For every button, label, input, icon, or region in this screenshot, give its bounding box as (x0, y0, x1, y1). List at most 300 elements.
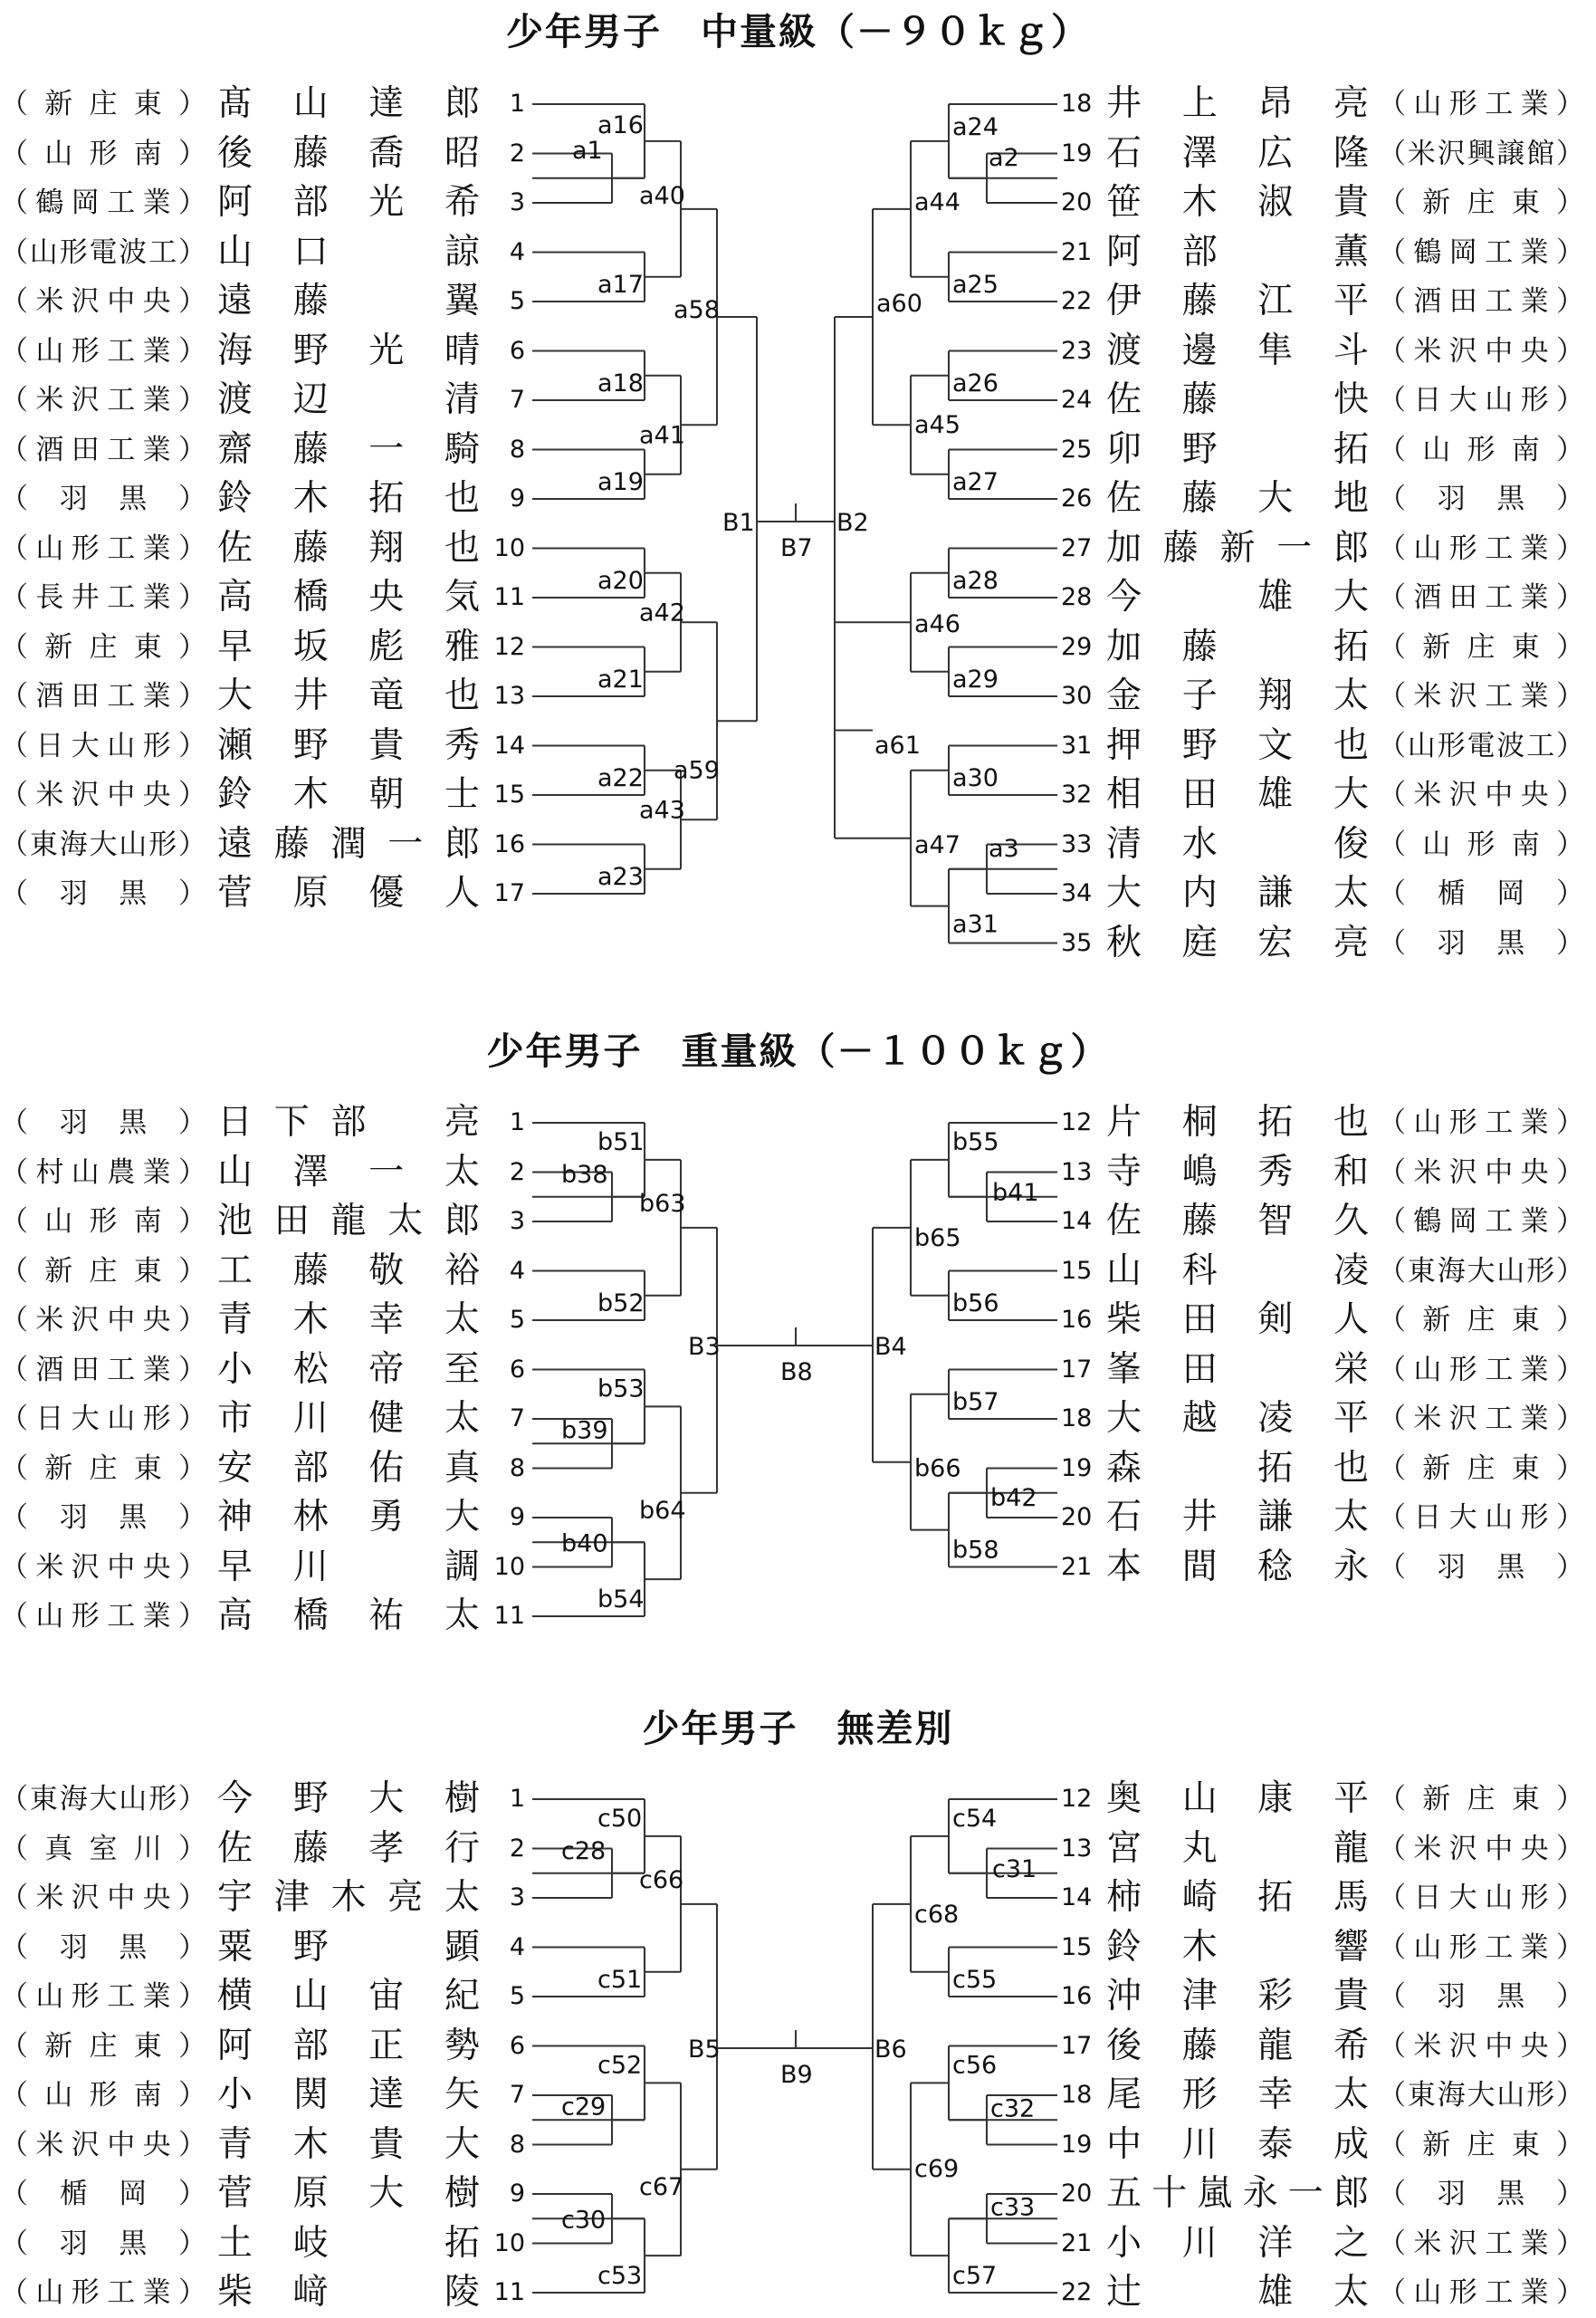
school-name-display: （ 楯 岡 ） (0, 2178, 206, 2210)
match-label: B7 (780, 534, 813, 562)
athlete-name-display: 柿 崎 拓 馬 (1106, 1877, 1370, 1918)
athlete-name-display: 押 野 文 也 (1106, 724, 1370, 766)
match-label: a42 (639, 599, 685, 627)
seed-number: 11 (493, 2278, 525, 2306)
athlete-name-display: 峯 田 栄 (1106, 1348, 1370, 1390)
athlete-name-display: 伊 藤 江 平 (1106, 281, 1370, 321)
seed-number: 18 (1061, 90, 1093, 118)
athlete-name-display: 横 山 宙 紀 (217, 1976, 481, 2016)
match-label: a17 (597, 271, 644, 299)
athlete-name-display: 加 藤 拓 (1106, 626, 1370, 667)
match-label: a22 (597, 764, 644, 792)
seed-number: 12 (493, 632, 525, 661)
school-name-display: （ 米 沢 中 央 ） (1378, 334, 1584, 368)
school-name-display: （ 村 山 農 業 ） (0, 1155, 206, 1189)
match-label: c52 (597, 2051, 643, 2080)
seed-number: 18 (1061, 1404, 1093, 1432)
match-label: a40 (639, 181, 685, 210)
athlete-name-display: 寺 嶋 秀 和 (1106, 1151, 1370, 1193)
athlete-name-display: 阿 部 正 勢 (217, 2025, 481, 2066)
match-label: a3 (989, 834, 1019, 863)
athlete-name-display: 渡 辺 清 (217, 379, 481, 420)
seed-number: 21 (1061, 237, 1093, 266)
match-label: b56 (952, 1289, 999, 1317)
school-name-display: （ 米 沢 工 業 ） (1378, 680, 1584, 713)
match-label: c33 (990, 2193, 1036, 2222)
match-label: a1 (572, 136, 603, 165)
match-label: c57 (952, 2262, 998, 2290)
match-label: a2 (989, 143, 1019, 172)
athlete-name-display: 宇 津 木 亮 太 (217, 1877, 481, 1918)
seed-number: 11 (493, 583, 525, 611)
seed-number: 5 (509, 1306, 525, 1334)
seed-number: 17 (493, 879, 525, 907)
school-name-display: （ 羽 黒 ） (0, 1930, 206, 1964)
school-name-display: （ 酒 田 工 業 ） (0, 1353, 206, 1386)
athlete-name-display: 佐 藤 大 地 (1106, 478, 1370, 519)
athlete-name-display: 鈴 木 拓 也 (217, 478, 481, 519)
athlete-name-display: 石 澤 広 隆 (1106, 132, 1370, 174)
school-name-display: （ 山 形 南 ） (1378, 433, 1584, 466)
seed-number: 9 (509, 484, 525, 512)
athlete-name-display: 粟 野 顕 (217, 1926, 481, 1968)
match-label: b52 (597, 1289, 645, 1317)
seed-number: 14 (1061, 1883, 1093, 1911)
seed-number: 7 (509, 1404, 525, 1432)
match-label: c32 (990, 2094, 1036, 2123)
athlete-name-display: 宮 丸 龍 (1106, 1827, 1370, 1869)
match-label: a25 (952, 271, 999, 299)
school-name-display: （ 日 大 山 形 ） (0, 1403, 206, 1435)
athlete-name-display: 安 部 佑 真 (217, 1447, 481, 1489)
school-name-display: （ 長 井 工 業 ） (0, 581, 206, 614)
match-label: a46 (914, 610, 960, 638)
seed-number: 9 (509, 1503, 525, 1531)
school-name-display: （ 日 大 山 形 ） (1378, 384, 1584, 417)
seed-number: 15 (1061, 1932, 1093, 1961)
seed-number: 19 (1061, 1453, 1093, 1482)
match-label: a24 (952, 113, 999, 141)
seed-number: 19 (1061, 139, 1093, 168)
match-label: c29 (561, 2093, 607, 2122)
match-label: a26 (952, 369, 999, 398)
athlete-name-display: 山 科 凌 (1106, 1250, 1370, 1291)
seed-number: 13 (1061, 1834, 1093, 1863)
athlete-name-display: 佐 藤 智 久 (1106, 1201, 1370, 1241)
seed-number: 16 (1061, 1306, 1093, 1334)
seed-number: 24 (1061, 386, 1093, 414)
school-name-display: （ 羽 黒 ） (0, 483, 206, 515)
match-label: c67 (639, 2172, 684, 2201)
match-label: b65 (914, 1223, 961, 1252)
match-label: c31 (992, 1854, 1037, 1883)
school-name-display: （ 米 沢 中 央 ） (0, 779, 206, 811)
match-label: b41 (992, 1178, 1039, 1207)
seed-number: 1 (509, 90, 525, 118)
athlete-name-display: 菅 原 優 人 (217, 873, 481, 914)
athlete-name-display: 青 木 幸 太 (217, 1299, 481, 1340)
section-title-openweight: 少年男子 無差別 (642, 1707, 954, 1750)
athlete-name-display: 笹 木 淑 貴 (1106, 182, 1370, 223)
school-name-display: （ 山 形 電 波 工 ） (1378, 729, 1584, 762)
match-label: b38 (561, 1160, 608, 1189)
match-label: a21 (597, 666, 644, 694)
seed-number: 14 (493, 731, 525, 760)
match-label: a16 (597, 111, 644, 139)
match-label: c54 (952, 1805, 998, 1833)
school-name-display: （ 山 形 工 業 ） (1378, 1106, 1584, 1139)
athlete-name-display: 清 水 俊 (1106, 823, 1370, 865)
school-name-display: （ 東 海 大 山 形 ） (0, 828, 206, 861)
athlete-name-display: 小 関 達 矢 (217, 2074, 481, 2115)
school-name-display: （ 米 沢 興 譲 館 ） (1378, 137, 1584, 170)
match-label: a27 (952, 468, 999, 496)
match-label: c51 (597, 1966, 643, 1994)
school-name-display: （ 酒 田 工 業 ） (1378, 285, 1584, 318)
match-label: a45 (914, 411, 960, 439)
match-label: a31 (952, 910, 999, 939)
school-name-display: （ 新 庄 東 ） (0, 1254, 206, 1288)
school-name-display: （ 日 大 山 形 ） (1378, 1501, 1584, 1534)
school-name-display: （ 新 庄 東 ） (0, 2029, 206, 2063)
athlete-name-display: 金 子 翔 太 (1106, 675, 1370, 716)
match-label: c28 (561, 1836, 607, 1865)
match-label: a47 (914, 831, 960, 859)
athlete-name-display: 青 木 貴 大 (217, 2123, 481, 2165)
athlete-name-display: 山 澤 一 太 (217, 1151, 481, 1193)
athlete-name-display: 辻 雄 太 (1106, 2272, 1370, 2313)
athlete-name-display: 本 間 稔 永 (1106, 1546, 1370, 1587)
athlete-name-display: 大 井 竜 也 (217, 675, 481, 716)
school-name-display: （ 米 沢 工 業 ） (0, 384, 206, 417)
school-name-display: （ 羽 黒 ） (1378, 2178, 1584, 2210)
school-name-display: （ 新 庄 東 ） (1378, 630, 1584, 664)
school-name-display: （ 米 沢 中 央 ） (0, 1304, 206, 1336)
school-name-display: （ 酒 田 工 業 ） (0, 433, 206, 466)
seed-number: 8 (509, 1453, 525, 1482)
athlete-name-display: 海 野 光 晴 (217, 330, 481, 371)
school-name-display: （ 羽 黒 ） (1378, 483, 1584, 515)
seed-number: 7 (509, 2081, 525, 2109)
match-label: a23 (597, 863, 644, 891)
school-name-display: （ 山 形 工 業 ） (0, 532, 206, 565)
school-name-display: （ 米 沢 中 央 ） (1378, 2029, 1584, 2063)
school-name-display: （ 山 形 電 波 工 ） (0, 235, 206, 269)
match-label: b53 (597, 1375, 645, 1403)
school-name-display: （ 米 沢 中 央 ） (1378, 1155, 1584, 1189)
athlete-name-display: 森 拓 也 (1106, 1447, 1370, 1489)
seed-number: 15 (1061, 1256, 1093, 1285)
athlete-name-display: 高 橋 祐 太 (217, 1595, 481, 1636)
athlete-name-display: 齋 藤 一 騎 (217, 428, 481, 470)
match-label: b64 (639, 1496, 686, 1525)
school-name-display: （ 鶴 岡 工 業 ） (1378, 235, 1584, 269)
seed-number: 4 (509, 237, 525, 266)
athlete-name-display: 尾 形 幸 太 (1106, 2074, 1370, 2115)
school-name-display: （ 日 大 山 形 ） (0, 729, 206, 762)
seed-number: 20 (1061, 2179, 1093, 2208)
section-title-heavyweight: 少年男子 重量級（－１００ｋｇ） (486, 1030, 1110, 1073)
match-label: a19 (597, 468, 644, 496)
school-name-display: （ 新 庄 東 ） (1378, 2128, 1584, 2161)
match-label: B4 (874, 1333, 907, 1361)
athlete-name-display: 後 藤 龍 希 (1106, 2025, 1370, 2066)
school-name-display: （ 酒 田 工 業 ） (0, 680, 206, 713)
athlete-name-display: 鈴 木 響 (1106, 1926, 1370, 1968)
seed-number: 28 (1061, 583, 1093, 611)
athlete-name-display: 早 坂 彪 雅 (217, 626, 481, 667)
school-name-display: （ 山 形 工 業 ） (1378, 532, 1584, 565)
school-name-display: （ 新 庄 東 ） (0, 1451, 206, 1485)
seed-number: 17 (1061, 1355, 1093, 1384)
athlete-name-display: 瀬 野 貴 秀 (217, 724, 481, 766)
athlete-name-display: 池 田 龍 太 郎 (217, 1201, 481, 1241)
seed-number: 33 (1061, 829, 1093, 858)
match-label: B5 (688, 2035, 721, 2064)
match-label: a30 (952, 764, 999, 792)
match-label: B9 (780, 2061, 813, 2089)
athlete-name-display: 高 橋 央 気 (217, 577, 481, 618)
athlete-name-display: 大 内 謙 太 (1106, 873, 1370, 914)
seed-number: 8 (509, 435, 525, 464)
seed-number: 3 (509, 1207, 525, 1235)
school-name-display: （ 山 形 工 業 ） (0, 1600, 206, 1633)
match-label: b66 (914, 1454, 961, 1483)
seed-number: 31 (1061, 731, 1093, 760)
seed-number: 35 (1061, 928, 1093, 957)
seed-number: 6 (509, 336, 525, 365)
athlete-name-display: 中 川 泰 成 (1106, 2123, 1370, 2165)
school-name-display: （ 羽 黒 ） (0, 1501, 206, 1534)
athlete-name-display: 菅 原 大 樹 (217, 2173, 481, 2214)
school-name-display: （ 新 庄 東 ） (1378, 1783, 1584, 1815)
seed-number: 12 (1061, 1108, 1093, 1136)
school-name-display: （ 米 沢 中 央 ） (0, 285, 206, 318)
seed-number: 6 (509, 1355, 525, 1384)
match-label: c56 (952, 2051, 998, 2080)
school-name-display: （ 米 沢 中 央 ） (0, 2128, 206, 2161)
school-name-display: （ 羽 黒 ） (0, 877, 206, 910)
athlete-name-display: 佐 藤 快 (1106, 379, 1370, 420)
seed-number: 4 (509, 1256, 525, 1285)
athlete-name-display: 髙 山 達 郎 (217, 83, 481, 124)
school-name-display: （ 山 形 南 ） (0, 1205, 206, 1238)
seed-number: 9 (509, 2179, 525, 2208)
seed-number: 10 (493, 2228, 525, 2257)
seed-number: 4 (509, 1932, 525, 1961)
athlete-name-display: 早 川 調 (217, 1546, 481, 1587)
seed-number: 2 (509, 1834, 525, 1863)
seed-number: 20 (1061, 1503, 1093, 1531)
match-label: c50 (597, 1805, 643, 1833)
seed-number: 26 (1061, 484, 1093, 512)
match-label: a41 (639, 421, 685, 450)
match-label: B6 (874, 2035, 907, 2064)
athlete-name-display: 秋 庭 宏 亮 (1106, 922, 1370, 963)
athlete-name-display: 奥 山 康 平 (1106, 1778, 1370, 1819)
athlete-name-display: 山 口 諒 (217, 231, 481, 273)
school-name-display: （ 山 形 工 業 ） (1378, 88, 1584, 120)
athlete-name-display: 日 下 部 亮 (217, 1102, 481, 1143)
athlete-name-display: 阿 部 光 希 (217, 182, 481, 223)
match-label: B2 (836, 509, 869, 537)
school-name-display: （ 羽 黒 ） (1378, 1980, 1584, 2013)
athlete-name-display: 阿 部 薫 (1106, 231, 1370, 273)
seed-number: 3 (509, 188, 525, 216)
seed-number: 22 (1061, 287, 1093, 315)
match-label: a20 (597, 567, 644, 595)
seed-number: 14 (1061, 1207, 1093, 1235)
seed-number: 16 (1061, 1982, 1093, 2010)
athlete-name-display: 井 上 昂 亮 (1106, 83, 1370, 124)
seed-number: 25 (1061, 435, 1093, 464)
school-name-display: （ 米 沢 中 央 ） (1378, 779, 1584, 811)
seed-number: 19 (1061, 2130, 1093, 2159)
seed-number: 2 (509, 1157, 525, 1186)
seed-number: 8 (509, 2130, 525, 2159)
match-label: a59 (674, 756, 720, 785)
seed-number: 16 (493, 829, 525, 858)
school-name-display: （ 新 庄 東 ） (1378, 1304, 1584, 1336)
match-label: B1 (722, 509, 755, 537)
seed-number: 22 (1061, 2278, 1093, 2306)
athlete-name-display: 後 藤 喬 昭 (217, 132, 481, 174)
athlete-name-display: 柴 田 剣 人 (1106, 1299, 1370, 1340)
school-name-display: （ 山 形 南 ） (0, 137, 206, 170)
school-name-display: （ 米 沢 工 業 ） (1378, 2227, 1584, 2260)
match-label: b55 (952, 1128, 999, 1156)
match-label: B8 (780, 1358, 813, 1386)
school-name-display: （ 山 形 工 業 ） (0, 1980, 206, 2013)
athlete-name-display: 石 井 謙 太 (1106, 1497, 1370, 1537)
match-label: a60 (876, 290, 922, 318)
athlete-name-display: 遠 藤 翼 (217, 281, 481, 321)
section-title-middleweight: 少年男子 中量級（－９０ｋｇ） (506, 10, 1090, 53)
seed-number: 15 (493, 781, 525, 809)
school-name-display: （ 新 庄 東 ） (1378, 187, 1584, 219)
school-name-display: （ 真 室 川 ） (0, 1832, 206, 1865)
match-label: c30 (561, 2206, 607, 2235)
match-label: b40 (561, 1529, 608, 1558)
athlete-name-display: 佐 藤 翔 也 (217, 527, 481, 569)
school-name-display: （ 羽 黒 ） (0, 1106, 206, 1139)
seed-number: 23 (1061, 336, 1093, 365)
seed-number: 27 (1061, 533, 1093, 562)
seed-number: 10 (493, 533, 525, 562)
school-name-display: （ 山 形 工 業 ） (0, 334, 206, 368)
match-label: b42 (990, 1483, 1037, 1512)
seed-number: 30 (1061, 682, 1093, 710)
match-label: b54 (597, 1585, 645, 1614)
seed-number: 21 (1061, 2228, 1093, 2257)
athlete-name-display: 遠 藤 潤 一 郎 (217, 823, 481, 865)
seed-number: 29 (1061, 632, 1093, 661)
school-name-display: （ 新 庄 東 ） (1378, 1451, 1584, 1485)
school-name-display: （ 酒 田 工 業 ） (1378, 581, 1584, 614)
match-label: a61 (874, 732, 921, 760)
seed-number: 21 (1061, 1552, 1093, 1581)
seed-number: 5 (509, 1982, 525, 2010)
athlete-name-display: 佐 藤 孝 行 (217, 1827, 481, 1869)
seed-number: 20 (1061, 188, 1093, 216)
athlete-name-display: 柴 﨑 陵 (217, 2272, 481, 2313)
match-label: a44 (914, 188, 960, 216)
seed-number: 1 (509, 1108, 525, 1136)
school-name-display: （ 米 沢 中 央 ） (0, 1882, 206, 1914)
athlete-name-display: 神 林 勇 大 (217, 1497, 481, 1537)
seed-number: 13 (493, 682, 525, 710)
athlete-name-display: 小 川 洋 之 (1106, 2222, 1370, 2264)
seed-number: 2 (509, 139, 525, 168)
match-label: b63 (639, 1189, 686, 1218)
athlete-name-display: 加 藤 新 一 郎 (1106, 527, 1370, 569)
seed-number: 6 (509, 2031, 525, 2060)
seed-number: 5 (509, 287, 525, 315)
athlete-name-display: 片 桐 拓 也 (1106, 1102, 1370, 1143)
school-name-display: （ 東 海 大 山 形 ） (1378, 2079, 1584, 2112)
seed-number: 7 (509, 386, 525, 414)
school-name-display: （ 楯 岡 ） (1378, 877, 1584, 910)
school-name-display: （ 日 大 山 形 ） (1378, 1882, 1584, 1914)
seed-number: 18 (1061, 2081, 1093, 2109)
athlete-name-display: 今 雄 大 (1106, 577, 1370, 618)
athlete-name-display: 土 岐 拓 (217, 2222, 481, 2264)
seed-number: 3 (509, 1883, 525, 1911)
school-name-display: （ 山 形 南 ） (1378, 828, 1584, 861)
school-name-display: （ 米 沢 工 業 ） (1378, 1403, 1584, 1435)
athlete-name-display: 渡 邊 隼 斗 (1106, 330, 1370, 371)
match-label: c68 (914, 1900, 960, 1929)
match-label: a58 (674, 295, 720, 324)
seed-number: 32 (1061, 781, 1093, 809)
match-label: a43 (639, 796, 685, 825)
seed-number: 12 (1061, 1785, 1093, 1813)
athlete-name-display: 今 野 大 樹 (217, 1778, 481, 1819)
athlete-name-display: 小 松 帝 至 (217, 1348, 481, 1390)
match-label: c55 (952, 1966, 998, 1994)
match-label: c53 (597, 2262, 643, 2290)
match-label: b57 (952, 1388, 999, 1416)
match-label: b39 (561, 1416, 608, 1445)
athlete-name-display: 鈴 木 朝 士 (217, 774, 481, 815)
seed-number: 1 (509, 1785, 525, 1813)
school-name-display: （ 新 庄 東 ） (0, 88, 206, 120)
athlete-name-display: 沖 津 彩 貴 (1106, 1976, 1370, 2016)
match-label: b58 (952, 1536, 999, 1565)
athlete-name-display: 工 藤 敬 裕 (217, 1250, 481, 1291)
school-name-display: （ 山 形 南 ） (0, 2079, 206, 2112)
school-name-display: （ 山 形 工 業 ） (1378, 1930, 1584, 1964)
athlete-name-display: 大 越 凌 平 (1106, 1398, 1370, 1439)
seed-number: 10 (493, 1552, 525, 1581)
seed-number: 13 (1061, 1157, 1093, 1186)
school-name-display: （ 米 沢 中 央 ） (0, 1550, 206, 1584)
school-name-display: （ 羽 黒 ） (0, 2227, 206, 2260)
match-label: c66 (639, 1865, 684, 1894)
school-name-display: （ 鶴 岡 工 業 ） (1378, 1205, 1584, 1238)
school-name-display: （ 新 庄 東 ） (0, 630, 206, 664)
athlete-name-display: 五 十 嵐 永 一 郎 (1106, 2173, 1370, 2214)
athlete-name-display: 相 田 雄 大 (1106, 774, 1370, 815)
school-name-display: （ 米 沢 中 央 ） (1378, 1832, 1584, 1865)
match-label: a28 (952, 567, 999, 595)
school-name-display: （ 山 形 工 業 ） (0, 2276, 206, 2309)
match-label: b51 (597, 1128, 645, 1156)
match-label: B3 (688, 1333, 721, 1361)
school-name-display: （ 東 海 大 山 形 ） (1378, 1254, 1584, 1288)
school-name-display: （ 東 海 大 山 形 ） (0, 1783, 206, 1815)
school-name-display: （ 羽 黒 ） (1378, 926, 1584, 960)
